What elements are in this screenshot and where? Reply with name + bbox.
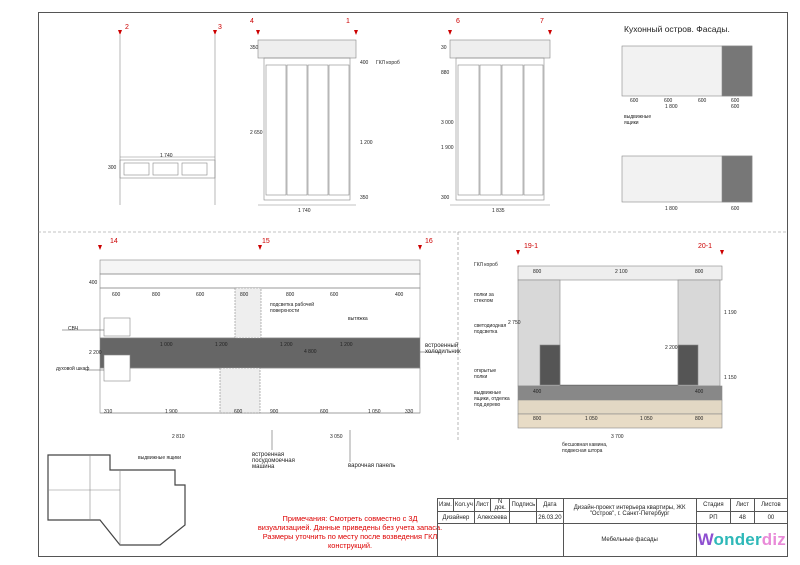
kitchen-dim: 1 900 bbox=[165, 409, 178, 415]
kitchen-dim: 330 bbox=[405, 409, 414, 415]
right-gap: 400 bbox=[533, 389, 542, 395]
section-mark-16: 16 bbox=[425, 238, 433, 245]
title-block bbox=[437, 498, 788, 557]
right-dim: 800 bbox=[533, 269, 542, 275]
section-mark-1: 1 bbox=[346, 18, 350, 25]
kitchen-total: 3 050 bbox=[330, 434, 343, 440]
section-mark-14: 14 bbox=[110, 238, 118, 245]
oven-label: духовой шкаф bbox=[56, 366, 90, 372]
stamp-role: Дизайнер bbox=[438, 512, 475, 524]
right-dim: 800 bbox=[533, 416, 542, 422]
right-total: 3 700 bbox=[611, 434, 624, 440]
island-dim: 1 800 bbox=[665, 104, 678, 110]
elev67-height: 30 bbox=[441, 45, 447, 51]
right-height: 2 750 bbox=[508, 320, 521, 326]
right-dim: 1 050 bbox=[585, 416, 598, 422]
kitchen-height: 400 bbox=[89, 280, 98, 286]
kitchen-dim: 600 bbox=[330, 292, 339, 298]
section-mark-19-1: 19-1 bbox=[524, 243, 539, 250]
right-label: бесшовная каминa, подвесная штора bbox=[562, 442, 608, 454]
section-mark-20-1: 20-1 bbox=[698, 243, 713, 250]
section-mark-7: 7 bbox=[540, 18, 544, 25]
kitchen-dim: 600 bbox=[320, 409, 329, 415]
stamp-stage: РП bbox=[696, 512, 731, 524]
right-label: ГКЛ короб bbox=[474, 262, 498, 268]
stamp-name: Алексеева bbox=[474, 512, 510, 524]
right-dim: 800 bbox=[695, 416, 704, 422]
stamp-data: Дата bbox=[537, 499, 563, 512]
elev23-height: 300 bbox=[108, 165, 117, 171]
hob-label: варочная панель bbox=[348, 463, 396, 469]
elev41-height: 350 bbox=[360, 195, 369, 201]
kitchen-dim: 1 200 bbox=[340, 342, 353, 348]
kitchen-dim: 1 200 bbox=[280, 342, 293, 348]
right-label: выдвижные ящики, отделка под дерево bbox=[474, 390, 510, 408]
island-dim: 600 bbox=[664, 98, 673, 104]
svch-label: СВЧ bbox=[68, 326, 79, 332]
right-label: открытые полки bbox=[474, 368, 497, 380]
right-dim: 2 100 bbox=[615, 269, 628, 275]
kitchen-dim: 800 bbox=[286, 292, 295, 298]
kitchen-dim: 310 bbox=[104, 409, 113, 415]
island-dim: 600 bbox=[731, 206, 740, 212]
kitchen-dim: 900 bbox=[270, 409, 279, 415]
section-mark-4: 4 bbox=[250, 18, 254, 25]
stamp-date: 26.03.20 bbox=[537, 512, 563, 524]
island-dim: 600 bbox=[731, 104, 740, 110]
hood-label: вытяжка bbox=[348, 316, 368, 322]
kitchen-dim: 1 200 bbox=[215, 342, 228, 348]
island-dim: 600 bbox=[630, 98, 639, 104]
stamp-izm: Изм. bbox=[438, 499, 454, 512]
stamp-sheets: 00 bbox=[754, 512, 787, 524]
right-height: 2 200 bbox=[665, 345, 678, 351]
elev67-height: 300 bbox=[441, 195, 450, 201]
elev41-box-label: ГКЛ короб bbox=[376, 60, 400, 66]
elev41-height: 1 200 bbox=[360, 140, 373, 146]
stamp-project: Дизайн-проект интерьера квартиры, ЖК "Остров", г. Санкт-Петербург bbox=[563, 499, 696, 524]
elev41-height: 2 650 bbox=[250, 130, 263, 136]
kitchen-dim: 1 000 bbox=[160, 342, 173, 348]
elev67-height: 1 900 bbox=[441, 145, 454, 151]
stamp-sheet-no: 48 bbox=[731, 512, 755, 524]
stamp-podp: Подпись bbox=[510, 499, 537, 512]
right-dim: 1 050 bbox=[640, 416, 653, 422]
elev41-width: 1 740 bbox=[298, 208, 311, 214]
island-dim: 600 bbox=[731, 98, 740, 104]
section-mark-3: 3 bbox=[218, 24, 222, 31]
right-label: светодиодная подсветка bbox=[474, 323, 507, 335]
kitchen-dim: 800 bbox=[240, 292, 249, 298]
stamp-h-sheet: Лист bbox=[731, 499, 755, 512]
elev67-width: 1 835 bbox=[492, 208, 505, 214]
plan-label: выдвижные ящики bbox=[138, 455, 182, 461]
elev41-height: 400 bbox=[360, 60, 369, 66]
kitchen-dim: 800 bbox=[152, 292, 161, 298]
kitchen-dim: 600 bbox=[112, 292, 121, 298]
elev23-width: 1 740 bbox=[160, 153, 173, 159]
stamp-sheet-title: Мебельные фасады bbox=[563, 524, 696, 557]
elev67-height: 3 000 bbox=[441, 120, 454, 126]
right-height: 1 190 bbox=[724, 310, 737, 316]
right-height: 1 150 bbox=[724, 375, 737, 381]
section-mark-15: 15 bbox=[262, 238, 270, 245]
stamp-h-sheets: Листов bbox=[754, 499, 787, 512]
island-dim: 600 bbox=[698, 98, 707, 104]
notes-text: Примечания: Смотреть совместно с 3Д визуализацией. Данные приведены без учета запаса. Размеры уточнить по месту после возведения ГКЛ конструкций. bbox=[257, 514, 443, 550]
section-mark-2: 2 bbox=[125, 24, 129, 31]
island-note: выдвижные ящики bbox=[624, 114, 652, 126]
stamp-ndok: N док. bbox=[490, 499, 510, 512]
island-title: Кухонный остров. Фасады. bbox=[624, 24, 730, 34]
elev41-height: 350 bbox=[250, 45, 259, 51]
kitchen-dim: 600 bbox=[234, 409, 243, 415]
island-dim: 1 800 bbox=[665, 206, 678, 212]
kitchen-dim: 4 800 bbox=[304, 349, 317, 355]
kitchen-total: 2 810 bbox=[172, 434, 185, 440]
right-label: полки за стеклом bbox=[474, 292, 494, 304]
kitchen-dim: 1 050 bbox=[368, 409, 381, 415]
dishwasher-label: встроенная посудомоечная машина bbox=[252, 452, 295, 470]
stamp-list: Лист bbox=[474, 499, 490, 512]
kitchen-dim: 600 bbox=[196, 292, 205, 298]
logo: Wonderdiz bbox=[696, 524, 787, 557]
fridge-label: встроенный холодильник bbox=[425, 343, 461, 355]
right-dim: 800 bbox=[695, 269, 704, 275]
stamp-kol: Кол.уч bbox=[453, 499, 474, 512]
right-gap: 400 bbox=[695, 389, 704, 395]
stamp-h-stage: Стадия bbox=[696, 499, 731, 512]
kitchen-dim: 400 bbox=[395, 292, 404, 298]
elev67-height: 880 bbox=[441, 70, 450, 76]
kitchen-height: 2 200 bbox=[89, 350, 102, 356]
section-mark-6: 6 bbox=[456, 18, 460, 25]
light-label: подсветка рабочей поверхности bbox=[270, 302, 315, 314]
